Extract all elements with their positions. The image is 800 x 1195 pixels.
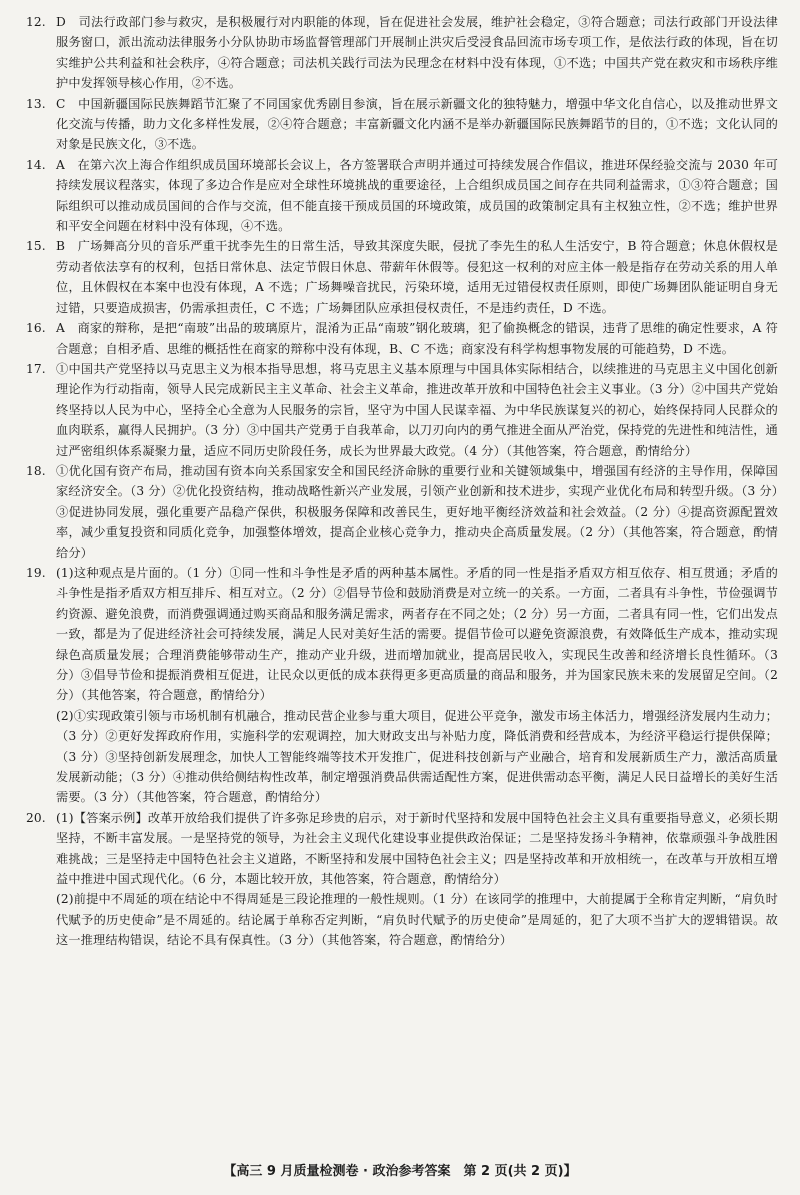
answer-item-18: [26, 461, 778, 563]
answer-item-13: [26, 94, 778, 155]
answer-item-12: [26, 12, 778, 94]
answer-content: [26, 12, 778, 951]
item-text: B 广场舞高分贝的音乐严重干扰李先生的日常生活，导致其深度失眠，侵扰了李先生的私人生活安宁，B 符合题意；休息休假权是劳动者依法享有的权利，包括日常休息、法定节假日休息、带薪年休假等。侵犯这一权利的对应主体一般是指存在劳动关系的用人单位，且休假权在本案中也没有体现，A 不选；广场舞噪音扰民，污染环境，适用无过错侵权责任原则，即使广场舞团队能证明自身无过错，只要造成损害，仍需承担责任，C 不选；广场舞团队应承担侵权责任，不是违约责任，D 不选。: [56, 239, 778, 315]
item-text: A 商家的辩称，是把“南玻”出品的玻璃原片，混淆为正品“南玻”钢化玻璃，犯了偷换概念的错误，违背了思维的确定性要求，A 符合题意；自相矛盾、思维的概括性在商家的辩称中没有体现，B、C 不选；商家没有科学构想事物发展的可能趋势，D 不选。: [56, 321, 778, 356]
answer-item-20: [26, 808, 778, 951]
item-part-1: (1)【答案示例】改革开放给我们提供了许多弥足珍贵的启示，对于新时代坚持和发展中国特色社会主义具有重要指导意义，必须长期坚持，不断丰富发展。一是坚持党的领导，为社会主义现代化建设事业提供政治保证；二是坚持发扬斗争精神，依靠顽强斗争战胜困难挑战；三是坚持走中国特色社会主义道路，不断坚持和发展中国特色社会主义；四是坚持改革和开放相统一，在改革与开放相互增益中推进中国式现代化。（6 分，本题比较开放，其他答案，符合题意，酌情给分）: [56, 810, 778, 887]
item-number: 18.: [26, 463, 46, 478]
item-part-2: (2)①实现政策引领与市场机制有机融合，推动民营企业参与重大项目，促进公平竞争，激发市场主体活力，增强经济发展内生动力；（3 分）②更好发挥政府作用，实施科学的宏观调控，加大财政支出与补贴力度，降低消费和经营成本，为经济平稳运行提供保障；（3 分）③坚持创新发展理念，加快人工智能终端等技术开发推广，促进科技创新与产业融合，培育和发展新质生产力，激活高质量发展新动能；（3 分）④推动供给侧结构性改革，制定增强消费品供需适配性方案，促进供需动态平衡，满足人民日益增长的美好生活需要。（3 分）（其他答案，符合题意，酌情给分）: [56, 708, 778, 805]
item-text: D 司法行政部门参与救灾，是积极履行对内职能的体现，旨在促进社会发展，维护社会稳定，③符合题意；司法行政部门开设法律服务窗口，派出流动法律服务小分队协助市场监督管理部门开展制止洪灾后受浸食品回流市场专项工作，是依法行政的体现，旨在切实维护公共利益和社会秩序，④符合题意；司法机关践行司法为民理念在材料中没有体现，①不选；中国共产党在救灾和市场秩序维护中发挥领导核心作用，②不选。: [56, 15, 778, 91]
item-number: 13.: [26, 96, 46, 111]
item-number: 15.: [26, 239, 46, 254]
answer-item-19: [26, 563, 778, 808]
answer-item-14: [26, 155, 778, 237]
item-part-1: (1)这种观点是片面的。（1 分）①同一性和斗争性是矛盾的两种基本属性。矛盾的同一性是指矛盾双方相互依存、相互贯通；矛盾的斗争性是指矛盾双方相互排斥、相互对立。（2 分）②倡导节俭和鼓励消费是对立统一的关系。一方面，二者具有斗争性，节俭强调节约资源、避免浪费，而消费强调通过购买商品和服务满足需求，两者存在不同之处；（2 分）另一方面，二者具有同一性，它们出发点一致，都是为了促进经济社会可持续发展，满足人民对美好生活的需要。提倡节俭可以避免资源浪费，有效降低生产成本，推动实现绿色高质量发展；合理消费能够带动生产，推动产业升级，进而增加就业，提高居民收入，实现民生改善和经济增长良性循环。（3 分）③倡导节俭和提振消费相互促进，让民众以更低的成本获得更多更高质量的商品和服务，并为国家民族未来的发展留足空间。（2 分）（其他答案，符合题意，酌情给分）: [56, 565, 778, 703]
answer-item-15: [26, 236, 778, 318]
item-text: C 中国新疆国际民族舞蹈节汇聚了不同国家优秀剧目参演，旨在展示新疆文化的独特魅力，增强中华文化自信心，以及推动世界文化交流与传播，助力文化多样性发展，②④符合题意；丰富新疆文化内涵不是举办新疆国际民族舞蹈节的目的，①不选；文化认同的对象是民族文化，③不选。: [56, 96, 778, 152]
item-number: 12.: [26, 15, 46, 29]
item-text: ①优化国有资产布局，推动国有资本向关系国家安全和国民经济命脉的重要行业和关键领域集中，增强国有经济的主导作用，保障国家经济安全。（3 分）②优化投资结构，推动战略性新兴产业发展，引领产业创新和技术进步，实现产业优化布局和转型升级。（3 分）③促进协同发展，强化重要产品稳产保供，积极服务保障和改善民生，更好地平衡经济效益和社会效益。（2 分）④提高资源配置效率，减少重复投资和同质化竞争，加强整体增效，提高企业核心竞争力，推动央企高质量发展。（2 分）（其他答案，符合题意，酌情给分）: [56, 463, 778, 560]
answer-item-17: [26, 359, 778, 461]
answer-item-16: [26, 318, 778, 359]
item-number: 14.: [26, 157, 46, 172]
item-number: 17.: [26, 361, 46, 376]
item-text: ①中国共产党坚持以马克思主义为根本指导思想，将马克思主义基本原理与中国具体实际相结合，以续推进的马克思主义中国化创新理论作为行动指南，领导人民完成新民主主义革命、社会主义革命，推进改革开放和中国特色社会主义事业。（3 分）②中国共产党始终坚持以人民为中心，坚持全心全意为人民服务的宗旨，坚守为中国人民谋幸福、为中华民族谋复兴的初心，始终保持同人民群众的血肉联系，赢得人民拥护。（3 分）③中国共产党勇于自我革命，以刀刃向内的勇气推进全面从严治党，保持党的先进性和纯洁性，通过严密组织体系凝聚力量，适应不同历史阶段任务，成长为世界最大政党。（4 分）（其他答案，符合题意，酌情给分）: [56, 361, 778, 458]
item-number: 19.: [26, 565, 46, 580]
item-number: 20.: [26, 810, 46, 825]
item-text: A 在第六次上海合作组织成员国环境部长会议上，各方签署联合声明并通过可持续发展合作倡议，推进环保经验交流与 2030 年可持续发展议程落实，体现了多边合作是应对全球性环境挑战的重要途径，上合组织成员国之间存在共同利益需求，①③符合题意；国际组织可以推动成员国间的合作与交流，但不能直接干预成员国的环境政策，成员国的政策制定具有主权独立性，②不选；维护世界和平安全问题在材料中没有体现，④不选。: [56, 157, 778, 234]
item-number: 16.: [26, 321, 46, 336]
item-part-2: (2)前提中不周延的项在结论中不得周延是三段论推理的一般性规则。（1 分）在该同学的推理中，大前提属于全称肯定判断，“肩负时代赋予的历史使命”是不周延的。结论属于单称否定判断，“肩负时代赋予的历史使命”是周延的，犯了大项不当扩大的逻辑错误。故这一推理结构错误，结论不具有保真性。（3 分）（其他答案，符合题意，酌情给分）: [56, 892, 778, 948]
page-footer: 【高三 9 月质量检测卷 · 政治参考答案 第 2 页(共 2 页)】: [223, 1164, 577, 1179]
